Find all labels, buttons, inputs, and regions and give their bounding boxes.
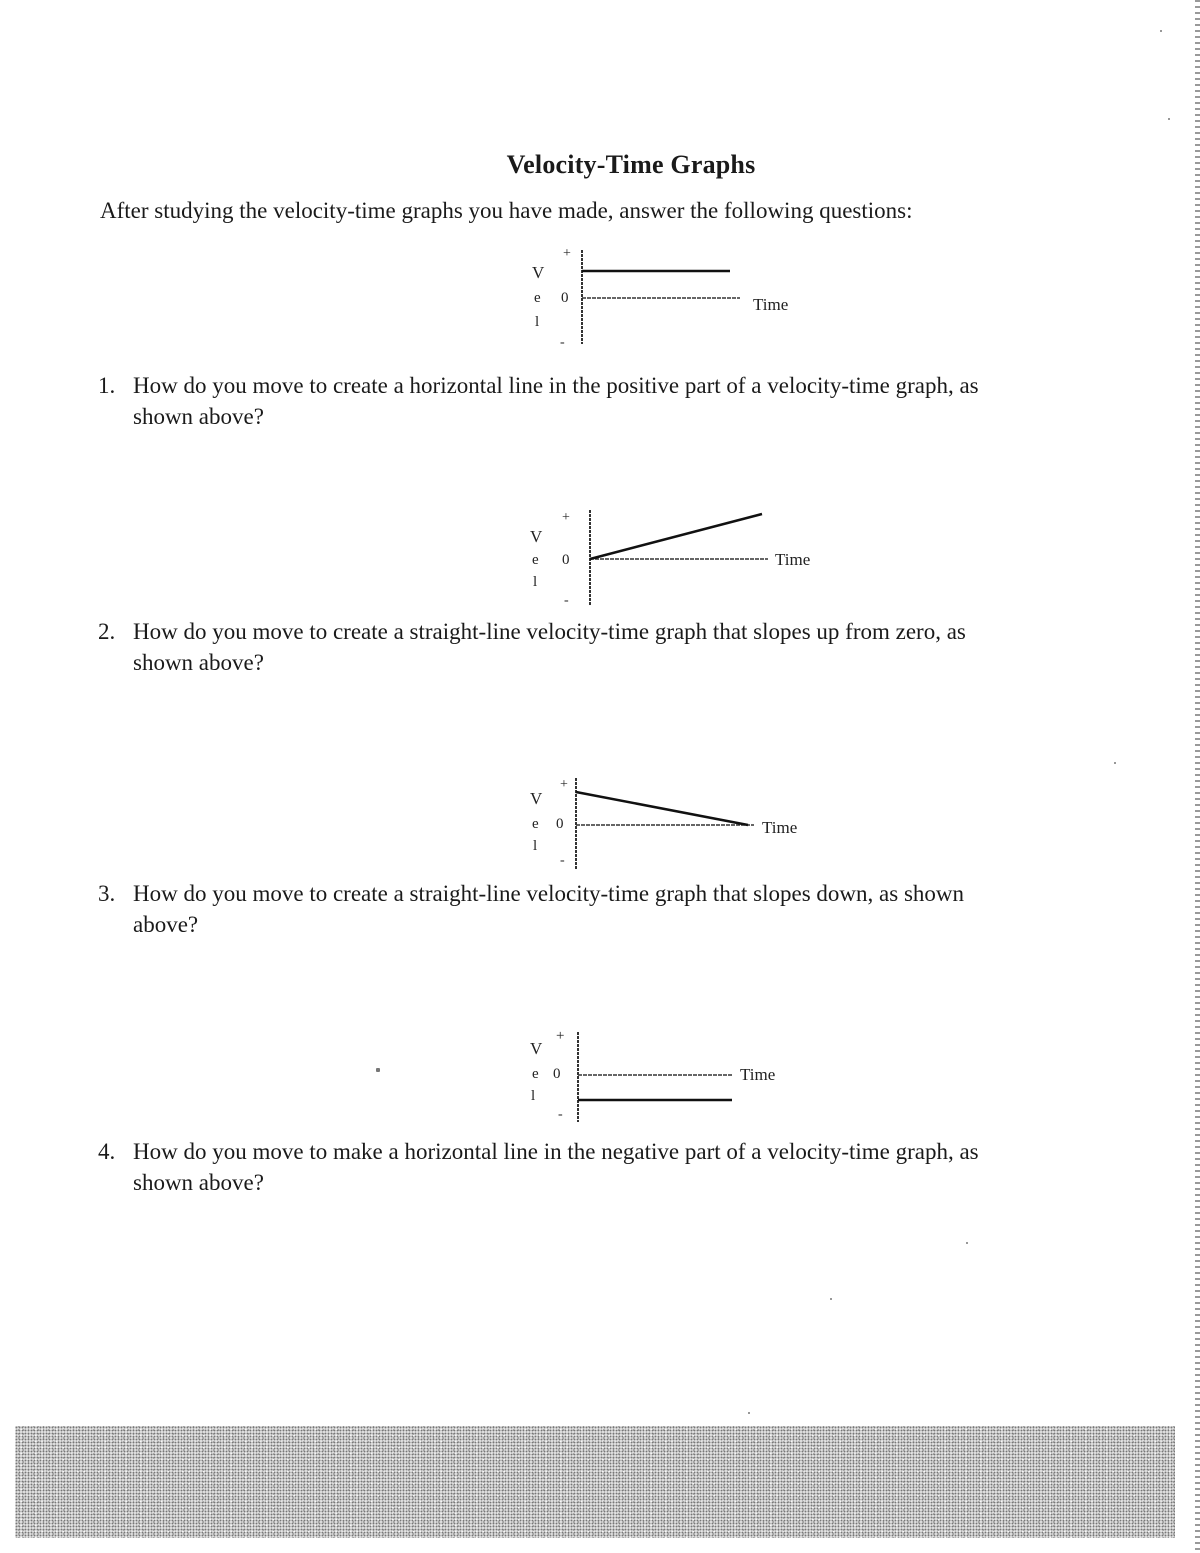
- question-4: [98, 1136, 1148, 1198]
- graph-4-plus-label: +: [556, 1028, 565, 1044]
- scan-noise-band: [15, 1426, 1175, 1538]
- question-line: shown above?: [133, 650, 264, 675]
- question-3: [98, 878, 1148, 940]
- graph-4-axis-l: l: [531, 1088, 536, 1104]
- graph-2-time-label: Time: [775, 550, 811, 569]
- question-line: How do you move to create a horizontal line in the positive part of a velocity-time graph, as: [133, 373, 979, 398]
- graph-1-zero-label: 0: [561, 290, 569, 306]
- graph-1-axis-v: V: [532, 263, 545, 282]
- graph-3-time-label: Time: [762, 818, 798, 837]
- question-2: [98, 616, 1148, 678]
- question-number: 1.: [98, 373, 116, 398]
- graph-4-time-label: Time: [740, 1065, 776, 1084]
- page-title: Velocity-Time Graphs: [506, 150, 756, 179]
- graph-1-axis-l: l: [535, 314, 540, 330]
- question-line: shown above?: [133, 404, 264, 429]
- question-number: 4.: [98, 1139, 116, 1164]
- question-line: shown above?: [133, 1170, 264, 1195]
- graph-2-axis-v: V: [530, 527, 543, 546]
- scan-speck: [830, 1298, 832, 1300]
- scan-speck: [376, 1068, 380, 1072]
- scan-edge-artifact: [1195, 0, 1200, 1553]
- graph-1-time-label: Time: [753, 295, 789, 314]
- graph-4-zero-label: 0: [553, 1066, 561, 1082]
- graph-4-axis-e: e: [532, 1066, 539, 1082]
- graph-3-axis-v: V: [530, 789, 543, 808]
- scan-speck: [966, 1242, 968, 1244]
- scan-speck: [748, 1412, 750, 1414]
- graph-3-zero-label: 0: [556, 816, 564, 832]
- graph-3-axis-e: e: [532, 816, 539, 832]
- graph-3-velocity-line: [576, 792, 748, 825]
- velocity-graph-1: [520, 244, 820, 355]
- graph-3-plus-label: +: [560, 777, 568, 792]
- graph-1-minus-label: -: [560, 335, 565, 350]
- graph-2-velocity-line: [590, 514, 762, 559]
- question-line: How do you move to make a horizontal line in the negative part of a velocity-time graph, as: [133, 1139, 979, 1164]
- graph-2-axis-l: l: [533, 574, 538, 590]
- scan-speck: [1160, 30, 1162, 32]
- velocity-graph-2: [520, 504, 820, 615]
- velocity-graph-3: [520, 772, 820, 883]
- graph-4-minus-label: -: [558, 1107, 563, 1122]
- scan-speck: [1114, 762, 1116, 764]
- graph-1-axis-e: e: [534, 290, 541, 306]
- intro-text: After studying the velocity-time graphs you have made, answer the following questions:: [100, 198, 913, 223]
- graph-2-zero-label: 0: [562, 552, 570, 568]
- graph-4-axis-v: V: [530, 1039, 543, 1058]
- scan-speck: [1168, 118, 1170, 120]
- graph-3-minus-label: -: [560, 853, 565, 868]
- question-number: 3.: [98, 881, 116, 906]
- graph-2-minus-label: -: [564, 593, 569, 608]
- graph-2-axis-e: e: [532, 552, 539, 568]
- graph-3-axis-l: l: [533, 838, 538, 854]
- graph-2-plus-label: +: [562, 510, 570, 525]
- question-line: above?: [133, 912, 199, 937]
- question-line: How do you move to create a straight-line velocity-time graph that slopes up from zero, as: [133, 619, 966, 644]
- question-number: 2.: [98, 619, 116, 644]
- question-1: [98, 370, 1148, 432]
- graph-1-plus-label: +: [563, 246, 571, 261]
- question-line: How do you move to create a straight-line velocity-time graph that slopes down, as shown: [133, 881, 964, 906]
- velocity-graph-4: [520, 1026, 820, 1137]
